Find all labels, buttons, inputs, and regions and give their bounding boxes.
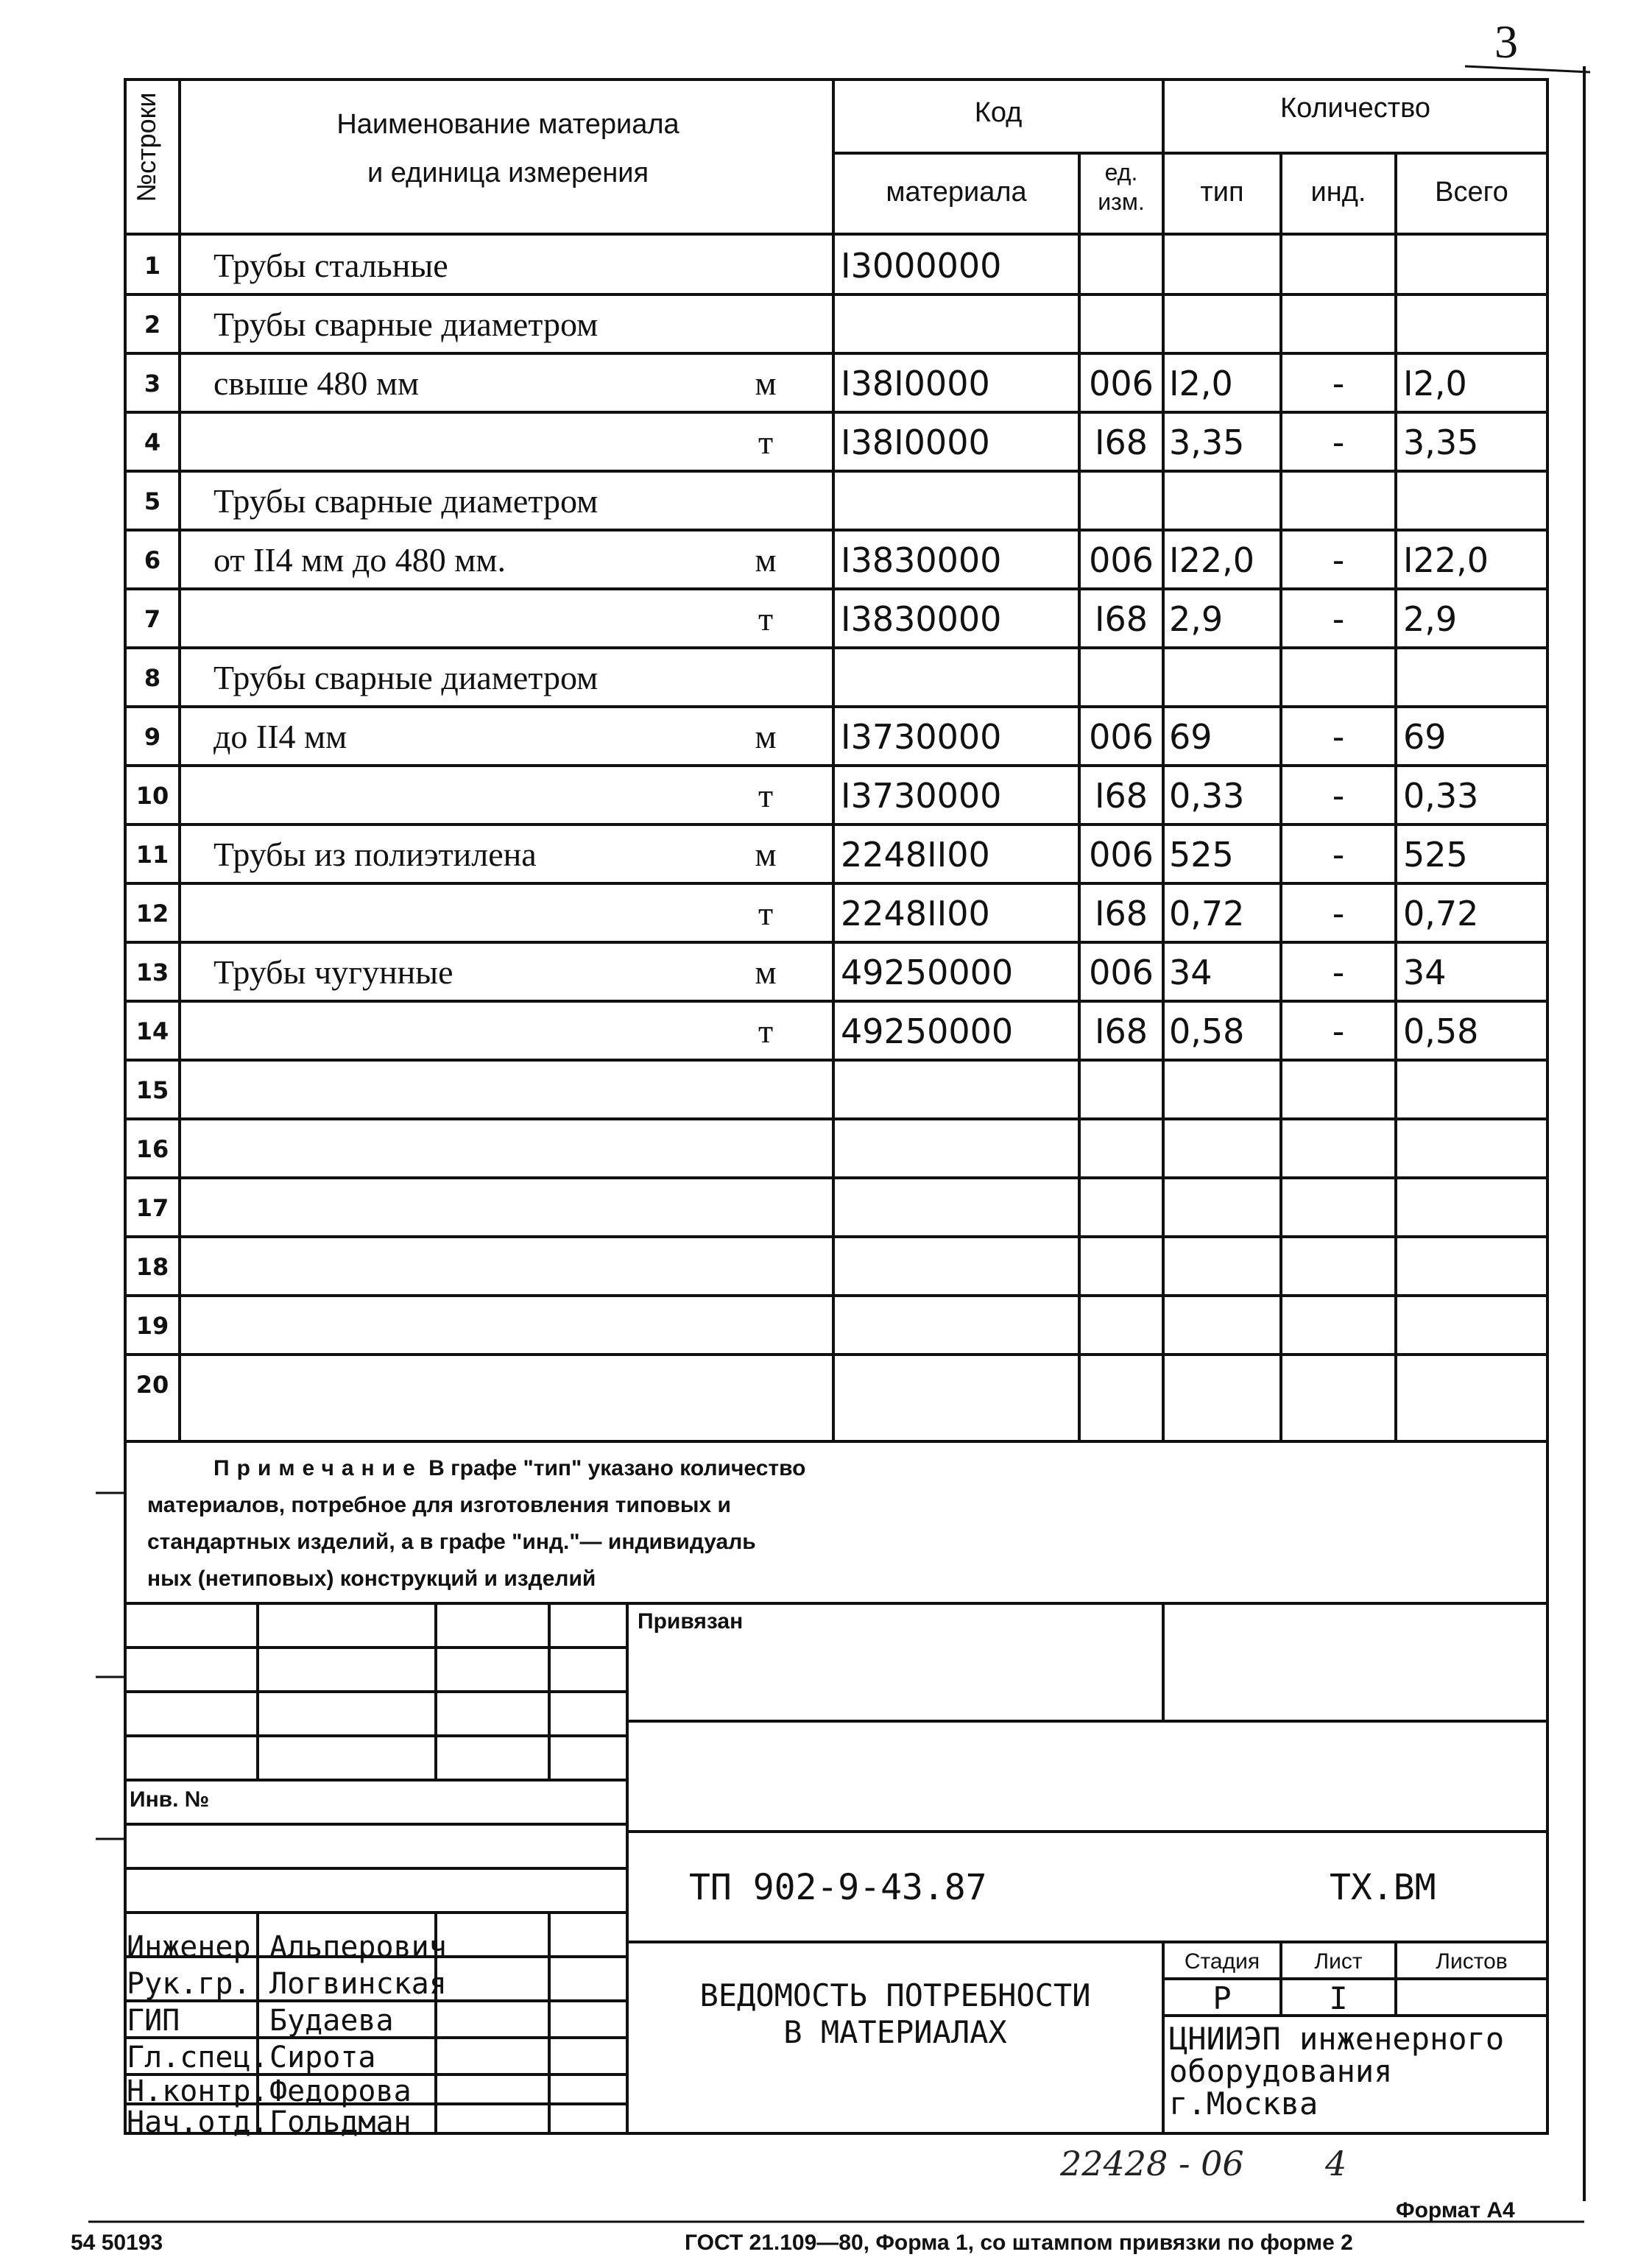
row-number: 20 xyxy=(135,1371,169,1399)
cell-unit: м xyxy=(755,953,777,991)
row-number: 19 xyxy=(135,1312,169,1340)
cell-name: от II4 мм до 480 мм. xyxy=(213,541,506,579)
name-header-line2: и единица измерения xyxy=(367,158,649,188)
row-number: 16 xyxy=(135,1135,169,1163)
cell-ucode: 006 xyxy=(1089,540,1154,580)
cell-code: I3000000 xyxy=(841,246,1002,286)
row-number: 6 xyxy=(144,546,161,574)
cell-typ: 2,9 xyxy=(1169,599,1224,639)
note-text-1: В графе "тип" указано количество xyxy=(428,1456,806,1480)
cell-ucode: 006 xyxy=(1089,364,1154,403)
unit-header-line2: изм. xyxy=(1098,188,1145,215)
cell-total: 525 xyxy=(1403,835,1468,875)
cell-ucode: 006 xyxy=(1089,717,1154,757)
signature-row-role: Инженер xyxy=(127,1930,251,1964)
cell-ucode: I68 xyxy=(1094,599,1148,639)
signature-row-role: ГИП xyxy=(127,2004,180,2038)
cell-name: Трубы сварные диаметром xyxy=(213,482,599,520)
name-header-line1: Наименование материала xyxy=(336,109,679,140)
cell-unit: м xyxy=(755,541,777,579)
note-line1 xyxy=(147,1450,1531,1487)
cell-typ: 0,72 xyxy=(1169,894,1245,933)
cell-ucode: I68 xyxy=(1094,776,1148,816)
note-line2: материалов, потребное для изготовления типовых и xyxy=(147,1493,731,1517)
signature-row-role: Гл.спец. xyxy=(127,2041,269,2074)
cell-code: 2248II00 xyxy=(841,894,990,933)
cell-code: 49250000 xyxy=(841,1011,1014,1051)
cell-unit: т xyxy=(758,600,774,638)
cell-code: I3830000 xyxy=(841,540,1002,580)
org-line1: ЦНИИЭП инженерного xyxy=(1169,2021,1505,2057)
cell-unit: м xyxy=(755,364,777,402)
cell-ind: - xyxy=(1332,364,1345,403)
cell-unit: м xyxy=(755,718,777,755)
row-number: 4 xyxy=(144,428,161,456)
cell-unit: т xyxy=(758,777,774,814)
cell-unit: м xyxy=(755,836,777,873)
cell-name: свыше 480 мм xyxy=(213,364,420,402)
footer-left: 54 50193 xyxy=(71,2231,163,2255)
signature-row-name: Альперович xyxy=(269,1930,447,1964)
material-header: материала xyxy=(886,177,1027,208)
cell-typ: I22,0 xyxy=(1169,540,1254,580)
row-number-header: №строки xyxy=(131,92,161,202)
signature-row-name: Логвинская xyxy=(269,1967,447,2001)
unit-header xyxy=(1079,158,1163,216)
cell-code: I3830000 xyxy=(841,599,1002,639)
sheet-value: I xyxy=(1329,1980,1348,2016)
cell-typ: 34 xyxy=(1169,953,1212,992)
signature-row-name: Будаева xyxy=(269,2004,394,2038)
quantity-header: Количество xyxy=(1279,93,1431,124)
sheets-label: Листов xyxy=(1436,1949,1508,1974)
cell-ind: - xyxy=(1332,776,1345,816)
row-number: 18 xyxy=(135,1253,169,1281)
cell-name: Трубы из полиэтилена xyxy=(213,836,537,873)
cell-name: до II4 мм xyxy=(213,718,347,755)
code-header: Код xyxy=(974,97,1023,128)
document-mark: ТХ.ВМ xyxy=(1330,1867,1436,1908)
cell-code: I38I0000 xyxy=(841,364,990,403)
note-block xyxy=(147,1450,1531,1597)
signature-row-role: Н.контр. xyxy=(127,2074,269,2108)
row-number: 3 xyxy=(144,370,161,398)
cell-ucode: I68 xyxy=(1094,423,1148,462)
unit-header-line1: ед. xyxy=(1104,159,1138,186)
signature-row-name: Гольдман xyxy=(269,2105,412,2139)
row-number: 11 xyxy=(135,841,169,869)
document-title-line2: В МАТЕРИАЛАХ xyxy=(783,2014,1007,2050)
cell-code: 49250000 xyxy=(841,953,1014,992)
format-label: Формат А4 xyxy=(1396,2198,1515,2222)
handwritten-number: 22428 - 06 xyxy=(1060,2144,1244,2183)
cell-typ: 0,58 xyxy=(1169,1011,1245,1051)
row-number: 5 xyxy=(144,487,161,515)
cell-unit: т xyxy=(758,1012,774,1050)
cell-total: 2,9 xyxy=(1403,599,1458,639)
cell-name: Трубы сварные диаметром xyxy=(213,306,599,343)
cell-ucode: 006 xyxy=(1089,953,1154,992)
cell-typ: 69 xyxy=(1169,717,1212,757)
cell-ucode: I68 xyxy=(1094,1011,1148,1051)
cell-code: I38I0000 xyxy=(841,423,990,462)
document-title-line1: ВЕДОМОСТЬ ПОТРЕБНОСТИ xyxy=(699,1977,1091,2013)
cell-typ: 0,33 xyxy=(1169,776,1245,816)
cell-typ: 3,35 xyxy=(1169,423,1245,462)
cell-unit: т xyxy=(758,423,774,461)
cell-total: 69 xyxy=(1403,717,1447,757)
row-number: 15 xyxy=(135,1076,169,1104)
cell-ucode: 006 xyxy=(1089,835,1154,875)
cell-ind: - xyxy=(1332,1011,1345,1051)
cell-ind: - xyxy=(1332,953,1345,992)
cell-typ: I2,0 xyxy=(1169,364,1233,403)
row-number: 8 xyxy=(144,664,161,692)
org-line2: оборудования xyxy=(1169,2053,1393,2089)
note-label: Примечание xyxy=(213,1456,423,1480)
signature-row-role: Нач.отд. xyxy=(127,2105,269,2139)
page-number: 3 xyxy=(1494,15,1518,68)
signature-row-role: Рук.гр. xyxy=(127,1967,251,2001)
row-number: 12 xyxy=(135,900,169,928)
sheet-label: Лист xyxy=(1314,1949,1363,1974)
cell-code: I3730000 xyxy=(841,717,1002,757)
cell-total: I22,0 xyxy=(1403,540,1489,580)
inv-no-label: Инв. № xyxy=(130,1787,210,1812)
cell-total: 3,35 xyxy=(1403,423,1479,462)
cell-name: Трубы чугунные xyxy=(213,953,453,991)
cell-total: 0,72 xyxy=(1403,894,1479,933)
row-number: 7 xyxy=(144,605,161,633)
stage-value: Р xyxy=(1212,1980,1232,2016)
row-number: 2 xyxy=(144,311,161,339)
document-code: ТП 902-9-43.87 xyxy=(689,1867,987,1908)
cell-name: Трубы сварные диаметром xyxy=(213,659,599,696)
cell-total: I2,0 xyxy=(1403,364,1467,403)
signature-row-name: Сирота xyxy=(269,2041,376,2074)
row-number: 9 xyxy=(144,723,161,751)
cell-total: 0,58 xyxy=(1403,1011,1479,1051)
type-header: тип xyxy=(1200,177,1244,208)
org-line3: г.Москва xyxy=(1169,2086,1319,2122)
cell-code: 2248II00 xyxy=(841,835,990,875)
cell-ind: - xyxy=(1332,835,1345,875)
cell-ind: - xyxy=(1332,894,1345,933)
note-line4: ных (нетиповых) конструкций и изделий xyxy=(147,1567,596,1591)
cell-ind: - xyxy=(1332,540,1345,580)
footer-right: ГОСТ 21.109—80, Форма 1, со штампом привязки по форме 2 xyxy=(685,2231,1353,2255)
cell-ind: - xyxy=(1332,717,1345,757)
cell-code: I3730000 xyxy=(841,776,1002,816)
note-line3: стандартных изделий, а в графе "инд."— индивидуаль xyxy=(147,1530,756,1554)
row-number: 1 xyxy=(144,252,161,280)
cell-typ: 525 xyxy=(1169,835,1234,875)
row-number: 14 xyxy=(135,1017,169,1045)
cell-ind: - xyxy=(1332,599,1345,639)
cell-total: 34 xyxy=(1403,953,1447,992)
cell-ind: - xyxy=(1332,423,1345,462)
row-number: 17 xyxy=(135,1194,169,1222)
attached-label: Привязан xyxy=(638,1609,744,1634)
organization xyxy=(1169,2023,1504,2120)
cell-ucode: I68 xyxy=(1094,894,1148,933)
handwritten-sheet: 4 xyxy=(1325,2144,1347,2183)
stage-label: Стадия xyxy=(1184,1949,1260,1974)
cell-total: 0,33 xyxy=(1403,776,1479,816)
cell-name: Трубы стальные xyxy=(213,247,448,284)
signature-row-name: Федорова xyxy=(269,2074,412,2108)
cell-unit: т xyxy=(758,894,774,932)
total-header: Всего xyxy=(1435,177,1508,208)
row-number: 10 xyxy=(135,782,169,810)
ind-header: инд. xyxy=(1310,177,1366,208)
row-number: 13 xyxy=(135,958,169,986)
